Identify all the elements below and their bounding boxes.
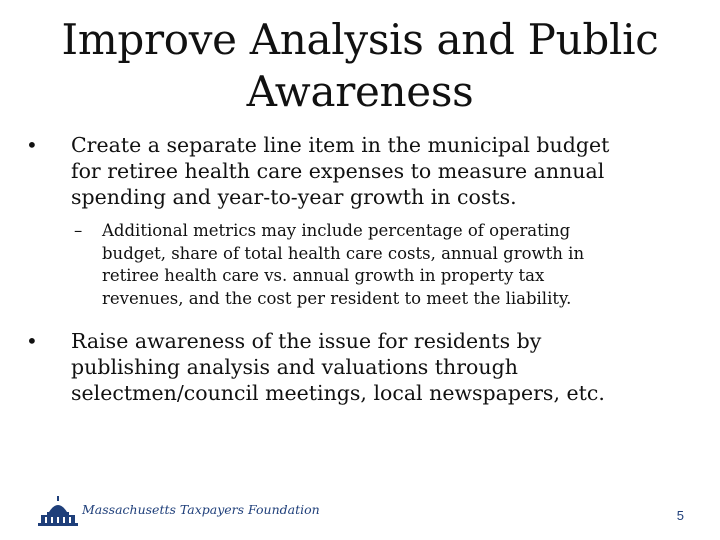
- bullet-text-line: Create a separate line item in the municipal budget: [71, 133, 610, 157]
- logo-text: Massachusetts Taxpayers Foundation: [82, 502, 320, 517]
- sub-bullet-item-1: [20, 220, 680, 310]
- slide-title: [40, 14, 680, 118]
- sub-bullet-text-line: budget, share of total health care costs, annual growth in: [102, 243, 585, 263]
- bullet-item-1: [20, 132, 680, 210]
- page-number: 5: [676, 508, 684, 523]
- title-line-1: Improve Analysis and Public: [61, 15, 659, 64]
- sub-bullet-text-line: revenues, and the cost per resident to meet the liability.: [102, 288, 572, 308]
- state-house-dome-icon: [38, 496, 78, 526]
- organization-logo: [38, 496, 320, 526]
- sub-bullet-text-line: retiree health care vs. annual growth in property tax: [102, 266, 545, 285]
- bullet-text-line: spending and year-to-year growth in costs.: [71, 185, 517, 209]
- bullet-text-line: selectmen/council meetings, local newspapers, etc.: [71, 381, 605, 405]
- bullet-text-line: publishing analysis and valuations through: [71, 355, 518, 379]
- bullet-mark: •: [26, 133, 38, 157]
- bullet-text-line: for retiree health care expenses to measure annual: [71, 159, 605, 183]
- bullet-mark: •: [26, 329, 38, 353]
- bullet-item-2: [20, 328, 680, 406]
- sub-bullet-mark: –: [74, 221, 83, 240]
- slide-content: [20, 132, 680, 406]
- spacer: [20, 310, 680, 328]
- bullet-text-line: Raise awareness of the issue for residents by: [71, 329, 542, 353]
- title-line-2: Awareness: [246, 67, 474, 116]
- sub-bullet-text-line: Additional metrics may include percentage of operating: [102, 221, 571, 240]
